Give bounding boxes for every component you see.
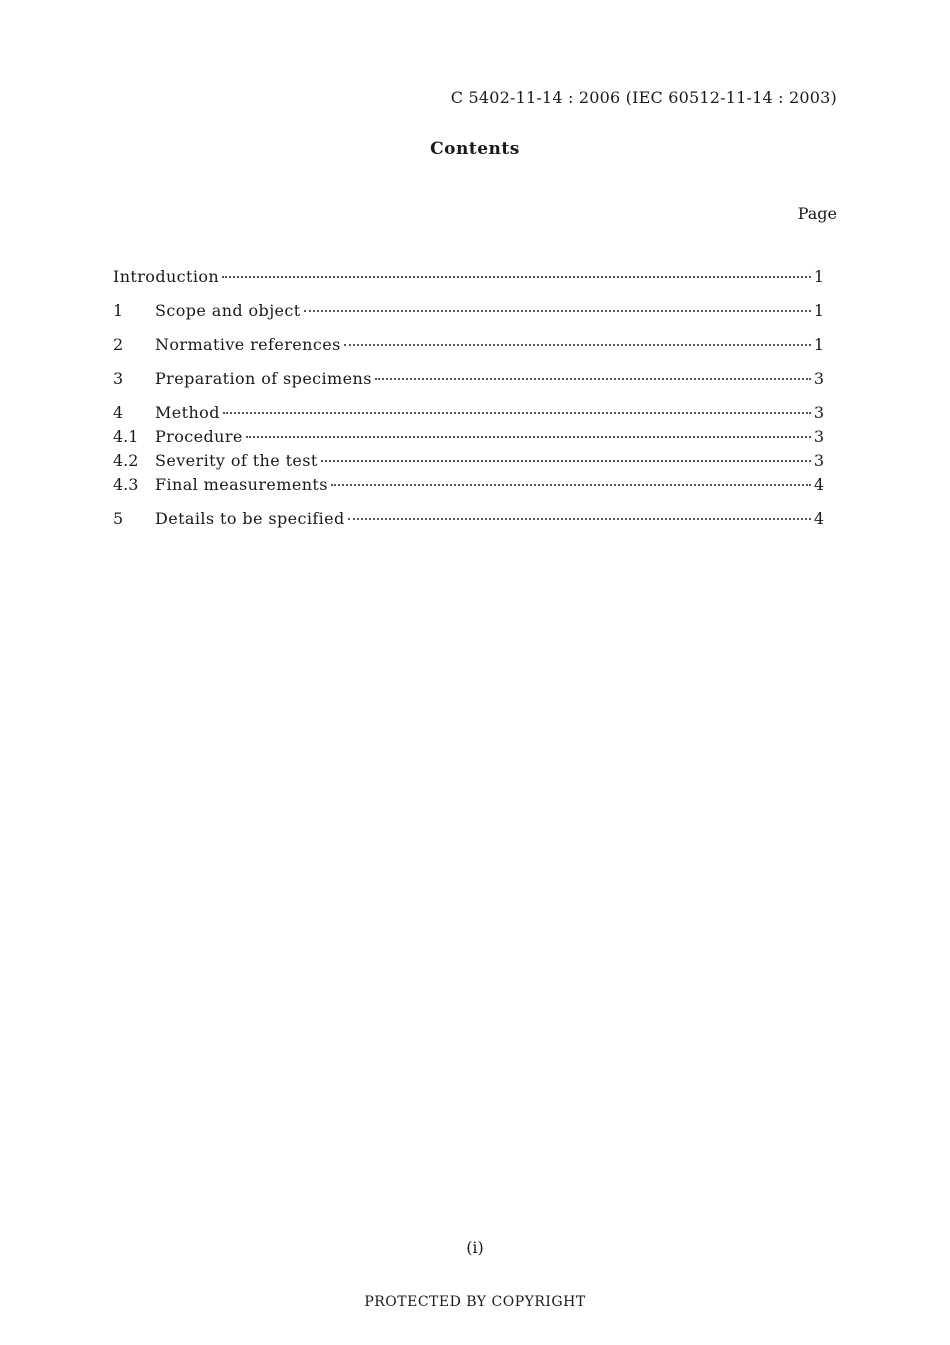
toc-entry-number: 2 <box>113 335 124 354</box>
page-number: (i) <box>466 1238 484 1257</box>
toc-entry-scope-and-object[interactable] <box>113 299 824 323</box>
toc-entry-title: Final measurements <box>155 475 328 494</box>
toc-entry-final-measurements[interactable] <box>113 473 824 497</box>
dot-leader <box>222 276 811 278</box>
toc-entry-severity-of-the-test[interactable] <box>113 449 824 473</box>
dot-leader <box>331 484 811 486</box>
dot-leader <box>223 412 811 414</box>
dot-leader <box>348 518 811 520</box>
toc-entry-page: 3 <box>813 369 824 388</box>
table-of-contents <box>113 265 824 531</box>
toc-entry-number: 3 <box>113 369 124 388</box>
toc-entry-title: Severity of the test <box>155 451 318 470</box>
dot-leader <box>304 310 811 312</box>
document-identifier: C 5402-11-14 : 2006 (IEC 60512-11-14 : 2003) <box>450 88 837 107</box>
toc-entry-title: Details to be specified <box>155 509 345 528</box>
copyright-notice: PROTECTED BY COPYRIGHT <box>364 1294 586 1310</box>
toc-entry-page: 1 <box>813 335 824 354</box>
toc-entry-page: 1 <box>813 267 824 286</box>
contents-title: Contents <box>430 139 520 159</box>
toc-entry-number: 4.3 <box>113 475 139 494</box>
toc-entry-number: 4.1 <box>113 427 139 446</box>
toc-entry-method[interactable] <box>113 401 824 425</box>
toc-entry-page: 1 <box>813 301 824 320</box>
toc-entry-title: Scope and object <box>155 301 301 320</box>
toc-entry-number: 5 <box>113 509 124 528</box>
toc-entry-procedure[interactable] <box>113 425 824 449</box>
toc-entry-title: Method <box>155 403 220 422</box>
toc-entry-number: 4 <box>113 403 124 422</box>
toc-entry-page: 4 <box>813 509 824 528</box>
toc-entry-page: 3 <box>813 403 824 422</box>
toc-entry-page: 4 <box>813 475 824 494</box>
page-column-label: Page <box>797 204 837 223</box>
toc-entry-normative-references[interactable] <box>113 333 824 357</box>
toc-entry-page: 3 <box>813 451 824 470</box>
toc-entry-details-to-be-specified[interactable] <box>113 507 824 531</box>
toc-entry-page: 3 <box>813 427 824 446</box>
toc-entry-title: Preparation of specimens <box>155 369 372 388</box>
dot-leader <box>375 378 811 380</box>
toc-entry-title: Procedure <box>155 427 243 446</box>
toc-entry-preparation-of-specimens[interactable] <box>113 367 824 391</box>
toc-entry-number: 4.2 <box>113 451 139 470</box>
toc-entry-number: 1 <box>113 301 124 320</box>
toc-entry-introduction[interactable] <box>113 265 824 289</box>
dot-leader <box>246 436 811 438</box>
toc-entry-title: Normative references <box>155 335 341 354</box>
toc-entry-title: Introduction <box>113 267 220 286</box>
dot-leader <box>321 460 811 462</box>
dot-leader <box>344 344 811 346</box>
